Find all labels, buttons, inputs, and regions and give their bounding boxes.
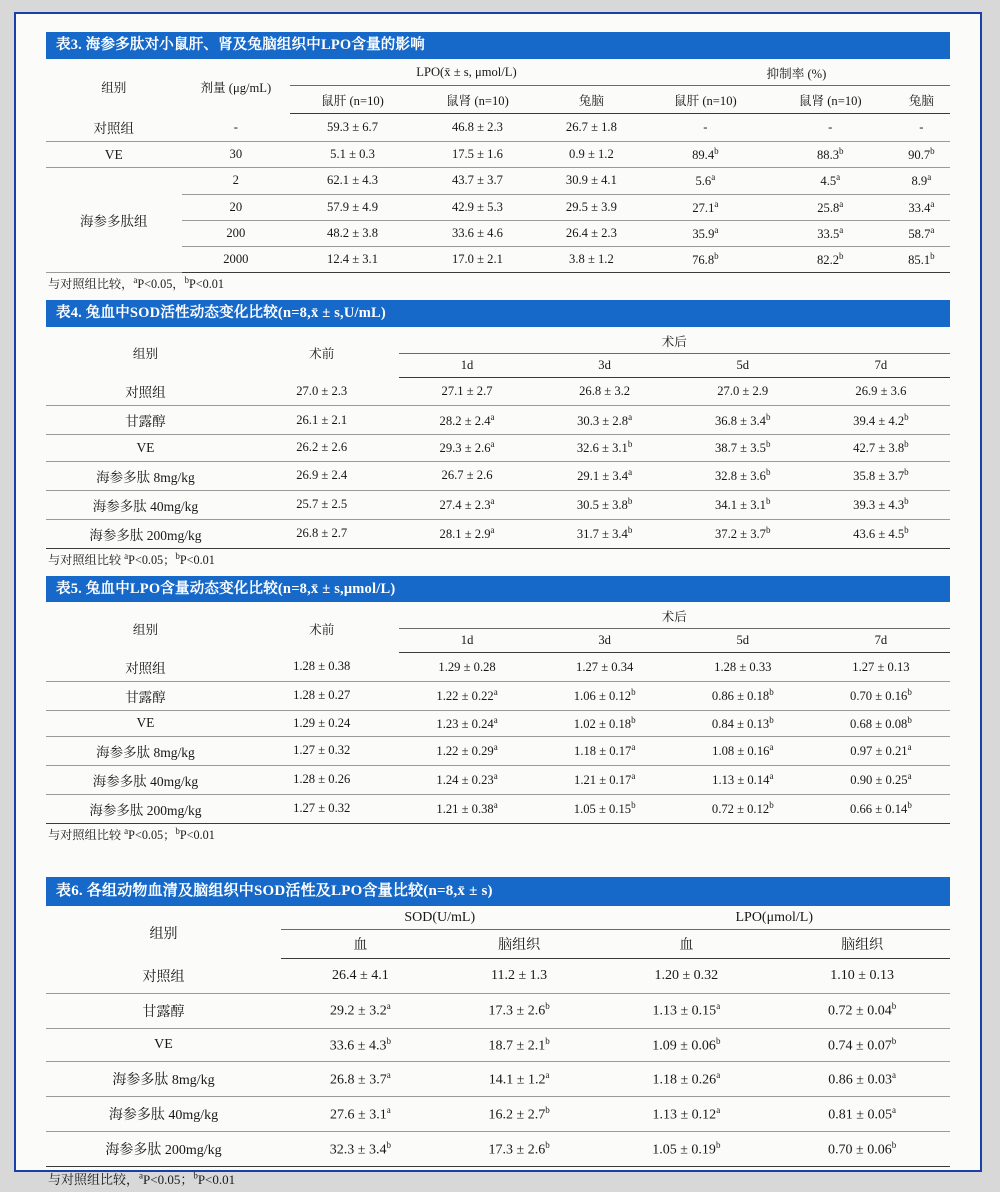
table-3	[46, 59, 950, 273]
cell-value: 26.8 ± 2.7	[245, 519, 399, 548]
col-header-lpo: LPO(μmol/L)	[598, 906, 950, 930]
cell-dose: 20	[182, 194, 290, 220]
cell-value: 42.7 ± 3.8$^b$	[812, 435, 950, 461]
cell-value: 26.8 ± 3.7$^a$	[281, 1062, 440, 1097]
table-row	[46, 142, 950, 168]
col-subheader: 3d	[536, 629, 674, 653]
cell-value: 0.70 ± 0.16$^b$	[812, 681, 950, 710]
table-row	[46, 406, 950, 435]
cell-value: 29.5 ± 3.9	[540, 194, 643, 220]
cell-value: 1.29 ± 0.28	[399, 653, 536, 682]
cell-value: 27.6 ± 3.1$^a$	[281, 1097, 440, 1132]
table-6-note: 与对照组比较，$^a$P<0.05；$^b$P<0.01	[48, 1171, 236, 1188]
cell-dose: -	[182, 113, 290, 142]
col-header-group: 组别	[132, 622, 159, 637]
col-subheader: 兔脑	[893, 85, 950, 113]
table-row	[46, 1062, 950, 1097]
table-row	[46, 794, 950, 823]
cell-value: 30.5 ± 3.8$^b$	[536, 490, 674, 519]
cell-value: 33.5$^a$	[768, 220, 893, 246]
row-label: 对照组	[46, 113, 182, 142]
col-subheader: 3d	[536, 353, 674, 377]
table-5-note: 与对照组比较 $^a$P<0.05；$^b$P<0.01	[48, 825, 215, 843]
row-label: 甘露醇	[46, 406, 245, 435]
cell-value: -	[643, 113, 768, 142]
cell-value: 0.72 ± 0.12$^b$	[674, 794, 812, 823]
col-subheader: 鼠肝 (n=10)	[290, 85, 415, 113]
row-label: 海参多肽 8mg/kg	[46, 1062, 281, 1097]
cell-value: 30.9 ± 4.1	[540, 168, 643, 194]
cell-value: 1.23 ± 0.24$^a$	[399, 710, 536, 736]
table-6-block	[46, 877, 950, 1192]
cell-value: 5.1 ± 0.3	[290, 142, 415, 168]
col-subheader: 血	[598, 930, 774, 959]
cell-value: 26.7 ± 2.6	[399, 461, 536, 490]
cell-value: 29.3 ± 2.6$^a$	[399, 435, 536, 461]
col-subheader: 兔脑	[540, 85, 643, 113]
cell-value: 16.2 ± 2.7$^b$	[440, 1097, 599, 1132]
table-row	[46, 653, 950, 682]
cell-value: 0.86 ± 0.18$^b$	[674, 681, 812, 710]
cell-dose: 200	[182, 220, 290, 246]
col-header-group: 组别	[101, 80, 127, 95]
cell-value: 1.27 ± 0.13	[812, 653, 950, 682]
cell-value: 33.6 ± 4.6	[415, 220, 540, 246]
row-label: 甘露醇	[46, 681, 245, 710]
table-row	[46, 710, 950, 736]
cell-value: 1.20 ± 0.32	[598, 959, 774, 994]
col-subheader: 鼠肾 (n=10)	[768, 85, 893, 113]
col-header-sod: SOD(U/mL)	[281, 906, 598, 930]
cell-value: 1.27 ± 0.34	[536, 653, 674, 682]
cell-value: 90.7$^b$	[893, 142, 950, 168]
table-row	[46, 59, 950, 86]
cell-value: 14.1 ± 1.2$^a$	[440, 1062, 599, 1097]
table-row	[46, 168, 950, 194]
row-label: 海参多肽 200mg/kg	[46, 794, 245, 823]
cell-value: 0.90 ± 0.25$^a$	[812, 765, 950, 794]
cell-value: 1.27 ± 0.32	[245, 794, 399, 823]
cell-value: 82.2$^b$	[768, 246, 893, 272]
col-subheader: 1d	[399, 629, 536, 653]
cell-value: 1.05 ± 0.15$^b$	[536, 794, 674, 823]
cell-value: 35.9$^a$	[643, 220, 768, 246]
row-label: 海参多肽组	[46, 168, 182, 273]
row-label: 海参多肽 8mg/kg	[46, 736, 245, 765]
cell-value: 76.8$^b$	[643, 246, 768, 272]
cell-value: 1.18 ± 0.26$^a$	[598, 1062, 774, 1097]
cell-value: 1.08 ± 0.16$^a$	[674, 736, 812, 765]
cell-value: 1.18 ± 0.17$^a$	[536, 736, 674, 765]
col-subheader: 1d	[399, 353, 536, 377]
col-header-post: 术后	[399, 327, 950, 354]
cell-value: 1.28 ± 0.38	[245, 653, 399, 682]
row-label: 对照组	[46, 653, 245, 682]
cell-value: 26.9 ± 2.4	[245, 461, 399, 490]
cell-value: 1.22 ± 0.22$^a$	[399, 681, 536, 710]
cell-value: 1.27 ± 0.32	[245, 736, 399, 765]
table-row	[46, 681, 950, 710]
col-subheader: 5d	[674, 629, 812, 653]
cell-value: 12.4 ± 3.1	[290, 246, 415, 272]
cell-value: 1.22 ± 0.29$^a$	[399, 736, 536, 765]
row-label: 甘露醇	[46, 993, 281, 1028]
cell-value: 1.21 ± 0.38$^a$	[399, 794, 536, 823]
col-header-group: 组别	[149, 927, 178, 943]
table-row	[46, 1132, 950, 1167]
table-row	[46, 435, 950, 461]
col-subheader: 鼠肾 (n=10)	[415, 85, 540, 113]
cell-value: 0.81 ± 0.05$^a$	[774, 1097, 950, 1132]
cell-dose: 2000	[182, 246, 290, 272]
cell-value: 25.8$^a$	[768, 194, 893, 220]
cell-value: 1.02 ± 0.18$^b$	[536, 710, 674, 736]
table-5-caption: 表5. 兔血中LPO含量动态变化比较(n=8,x̄ ± s,μmol/L)	[46, 576, 950, 603]
table-row	[46, 993, 950, 1028]
cell-value: 17.5 ± 1.6	[415, 142, 540, 168]
col-subheader: 7d	[812, 629, 950, 653]
cell-value: 26.9 ± 3.6	[812, 377, 950, 406]
cell-value: -	[893, 113, 950, 142]
table-6-caption: 表6. 各组动物血清及脑组织中SOD活性及LPO含量比较(n=8,x̄ ± s)	[46, 877, 950, 906]
cell-value: 34.1 ± 3.1$^b$	[674, 490, 812, 519]
row-label: 海参多肽 40mg/kg	[46, 490, 245, 519]
table-row	[46, 1097, 950, 1132]
cell-value: 59.3 ± 6.7	[290, 113, 415, 142]
cell-value: 1.10 ± 0.13	[774, 959, 950, 994]
cell-value: 29.1 ± 3.4$^a$	[536, 461, 674, 490]
cell-value: 48.2 ± 3.8	[290, 220, 415, 246]
col-header-pre: 术前	[309, 622, 335, 637]
table-row	[46, 377, 950, 406]
cell-value: 27.0 ± 2.3	[245, 377, 399, 406]
cell-value: 0.72 ± 0.04$^b$	[774, 993, 950, 1028]
cell-value: 27.1 ± 2.7	[399, 377, 536, 406]
cell-value: 29.2 ± 3.2$^a$	[281, 993, 440, 1028]
cell-value: 62.1 ± 4.3	[290, 168, 415, 194]
cell-value: 1.13 ± 0.12$^a$	[598, 1097, 774, 1132]
cell-value: 5.6$^a$	[643, 168, 768, 194]
cell-value: 26.4 ± 4.1	[281, 959, 440, 994]
cell-dose: 2	[182, 168, 290, 194]
table-4-note: 与对照组比较 $^a$P<0.05；$^b$P<0.01	[48, 550, 215, 567]
cell-value: 37.2 ± 3.7$^b$	[674, 519, 812, 548]
col-header-inhibition: 抑制率 (%)	[643, 59, 950, 86]
section-spacer	[46, 851, 950, 877]
cell-value: 27.1$^a$	[643, 194, 768, 220]
table-3-note: 与对照组比较，$^a$P<0.05，$^b$P<0.01	[48, 275, 224, 292]
cell-value: 1.06 ± 0.12$^b$	[536, 681, 674, 710]
cell-value: 85.1$^b$	[893, 246, 950, 272]
cell-value: 28.2 ± 2.4$^a$	[399, 406, 536, 435]
row-label: VE	[46, 1028, 281, 1062]
row-label: VE	[46, 142, 182, 168]
cell-value: 33.6 ± 4.3$^b$	[281, 1028, 440, 1062]
cell-value: 3.8 ± 1.2	[540, 246, 643, 272]
cell-value: 1.28 ± 0.27	[245, 681, 399, 710]
col-subheader: 脑组织	[440, 930, 599, 959]
cell-value: 33.4$^a$	[893, 194, 950, 220]
cell-value: 58.7$^a$	[893, 220, 950, 246]
cell-value: 88.3$^b$	[768, 142, 893, 168]
col-header-dose: 剂量 (μg/mL)	[200, 80, 272, 95]
table-row	[46, 220, 950, 246]
col-subheader: 脑组织	[774, 930, 950, 959]
cell-value: 27.0 ± 2.9	[674, 377, 812, 406]
table-row	[46, 959, 950, 994]
document-page	[14, 12, 982, 1188]
cell-value: 32.8 ± 3.6$^b$	[674, 461, 812, 490]
cell-value: 26.2 ± 2.6	[245, 435, 399, 461]
col-header-post: 术后	[399, 602, 950, 629]
table-4	[46, 327, 950, 549]
row-label: 海参多肽 40mg/kg	[46, 1097, 281, 1132]
row-label: 海参多肽 200mg/kg	[46, 1132, 281, 1167]
table-row	[46, 490, 950, 519]
table-5	[46, 602, 950, 824]
cell-value: 0.74 ± 0.07$^b$	[774, 1028, 950, 1062]
cell-value: 32.3 ± 3.4$^b$	[281, 1132, 440, 1167]
cell-value: 0.9 ± 1.2	[540, 142, 643, 168]
cell-value: 27.4 ± 2.3$^a$	[399, 490, 536, 519]
col-subheader: 鼠肝 (n=10)	[643, 85, 768, 113]
cell-value: 36.8 ± 3.4$^b$	[674, 406, 812, 435]
cell-value: 1.05 ± 0.19$^b$	[598, 1132, 774, 1167]
cell-value: 0.84 ± 0.13$^b$	[674, 710, 812, 736]
col-header-group: 组别	[132, 347, 159, 362]
cell-value: 1.21 ± 0.17$^a$	[536, 765, 674, 794]
cell-value: 8.9$^a$	[893, 168, 950, 194]
cell-value: 1.09 ± 0.06$^b$	[598, 1028, 774, 1062]
row-label: VE	[46, 435, 245, 461]
cell-value: 25.7 ± 2.5	[245, 490, 399, 519]
cell-value: 26.8 ± 3.2	[536, 377, 674, 406]
cell-value: 1.28 ± 0.26	[245, 765, 399, 794]
table-row	[46, 246, 950, 272]
cell-value: 0.66 ± 0.14$^b$	[812, 794, 950, 823]
cell-value: 28.1 ± 2.9$^a$	[399, 519, 536, 548]
cell-value: 46.8 ± 2.3	[415, 113, 540, 142]
cell-value: 43.7 ± 3.7	[415, 168, 540, 194]
cell-value: 17.3 ± 2.6$^b$	[440, 1132, 599, 1167]
cell-value: 43.6 ± 4.5$^b$	[812, 519, 950, 548]
col-header-pre: 术前	[309, 347, 335, 362]
table-4-caption: 表4. 兔血中SOD活性动态变化比较(n=8,x̄ ± s,U/mL)	[46, 300, 950, 327]
table-row	[46, 906, 950, 930]
cell-value: 26.7 ± 1.8	[540, 113, 643, 142]
cell-value: 1.24 ± 0.23$^a$	[399, 765, 536, 794]
cell-value: 0.70 ± 0.06$^b$	[774, 1132, 950, 1167]
cell-value: 35.8 ± 3.7$^b$	[812, 461, 950, 490]
table-row	[46, 736, 950, 765]
cell-value: 26.1 ± 2.1	[245, 406, 399, 435]
cell-value: 11.2 ± 1.3	[440, 959, 599, 994]
cell-value: 17.3 ± 2.6$^b$	[440, 993, 599, 1028]
row-label: 海参多肽 40mg/kg	[46, 765, 245, 794]
cell-dose: 30	[182, 142, 290, 168]
cell-value: 89.4$^b$	[643, 142, 768, 168]
table-row	[46, 461, 950, 490]
table-3-caption: 表3. 海参多肽对小鼠肝、肾及兔脑组织中LPO含量的影响	[46, 32, 950, 59]
cell-value: 1.13 ± 0.14$^a$	[674, 765, 812, 794]
table-row	[46, 602, 950, 629]
cell-value: 17.0 ± 2.1	[415, 246, 540, 272]
cell-value: 4.5$^a$	[768, 168, 893, 194]
cell-value: 57.9 ± 4.9	[290, 194, 415, 220]
cell-value: 30.3 ± 2.8$^a$	[536, 406, 674, 435]
cell-value: 0.68 ± 0.08$^b$	[812, 710, 950, 736]
table-row	[46, 519, 950, 548]
col-header-lpo: LPO(x̄ ± s, μmol/L)	[290, 59, 643, 86]
table-4-block	[46, 300, 950, 571]
cell-value: 0.86 ± 0.03$^a$	[774, 1062, 950, 1097]
cell-value: 26.4 ± 2.3	[540, 220, 643, 246]
row-label: VE	[46, 710, 245, 736]
table-row	[46, 1028, 950, 1062]
cell-value: 39.4 ± 4.2$^b$	[812, 406, 950, 435]
cell-value: -	[768, 113, 893, 142]
table-row	[46, 327, 950, 354]
table-6	[46, 906, 950, 1167]
cell-value: 1.29 ± 0.24	[245, 710, 399, 736]
row-label: 海参多肽 200mg/kg	[46, 519, 245, 548]
row-label: 对照组	[46, 377, 245, 406]
cell-value: 1.28 ± 0.33	[674, 653, 812, 682]
table-row	[46, 765, 950, 794]
col-subheader: 5d	[674, 353, 812, 377]
col-subheader: 血	[281, 930, 440, 959]
row-label: 对照组	[46, 959, 281, 994]
cell-value: 32.6 ± 3.1$^b$	[536, 435, 674, 461]
table-row	[46, 194, 950, 220]
cell-value: 39.3 ± 4.3$^b$	[812, 490, 950, 519]
cell-value: 1.13 ± 0.15$^a$	[598, 993, 774, 1028]
table-3-block	[46, 32, 950, 296]
table-5-block	[46, 576, 950, 847]
cell-value: 18.7 ± 2.1$^b$	[440, 1028, 599, 1062]
cell-value: 38.7 ± 3.5$^b$	[674, 435, 812, 461]
row-label: 海参多肽 8mg/kg	[46, 461, 245, 490]
cell-value: 0.97 ± 0.21$^a$	[812, 736, 950, 765]
cell-value: 31.7 ± 3.4$^b$	[536, 519, 674, 548]
cell-value: 42.9 ± 5.3	[415, 194, 540, 220]
table-row	[46, 113, 950, 142]
col-subheader: 7d	[812, 353, 950, 377]
